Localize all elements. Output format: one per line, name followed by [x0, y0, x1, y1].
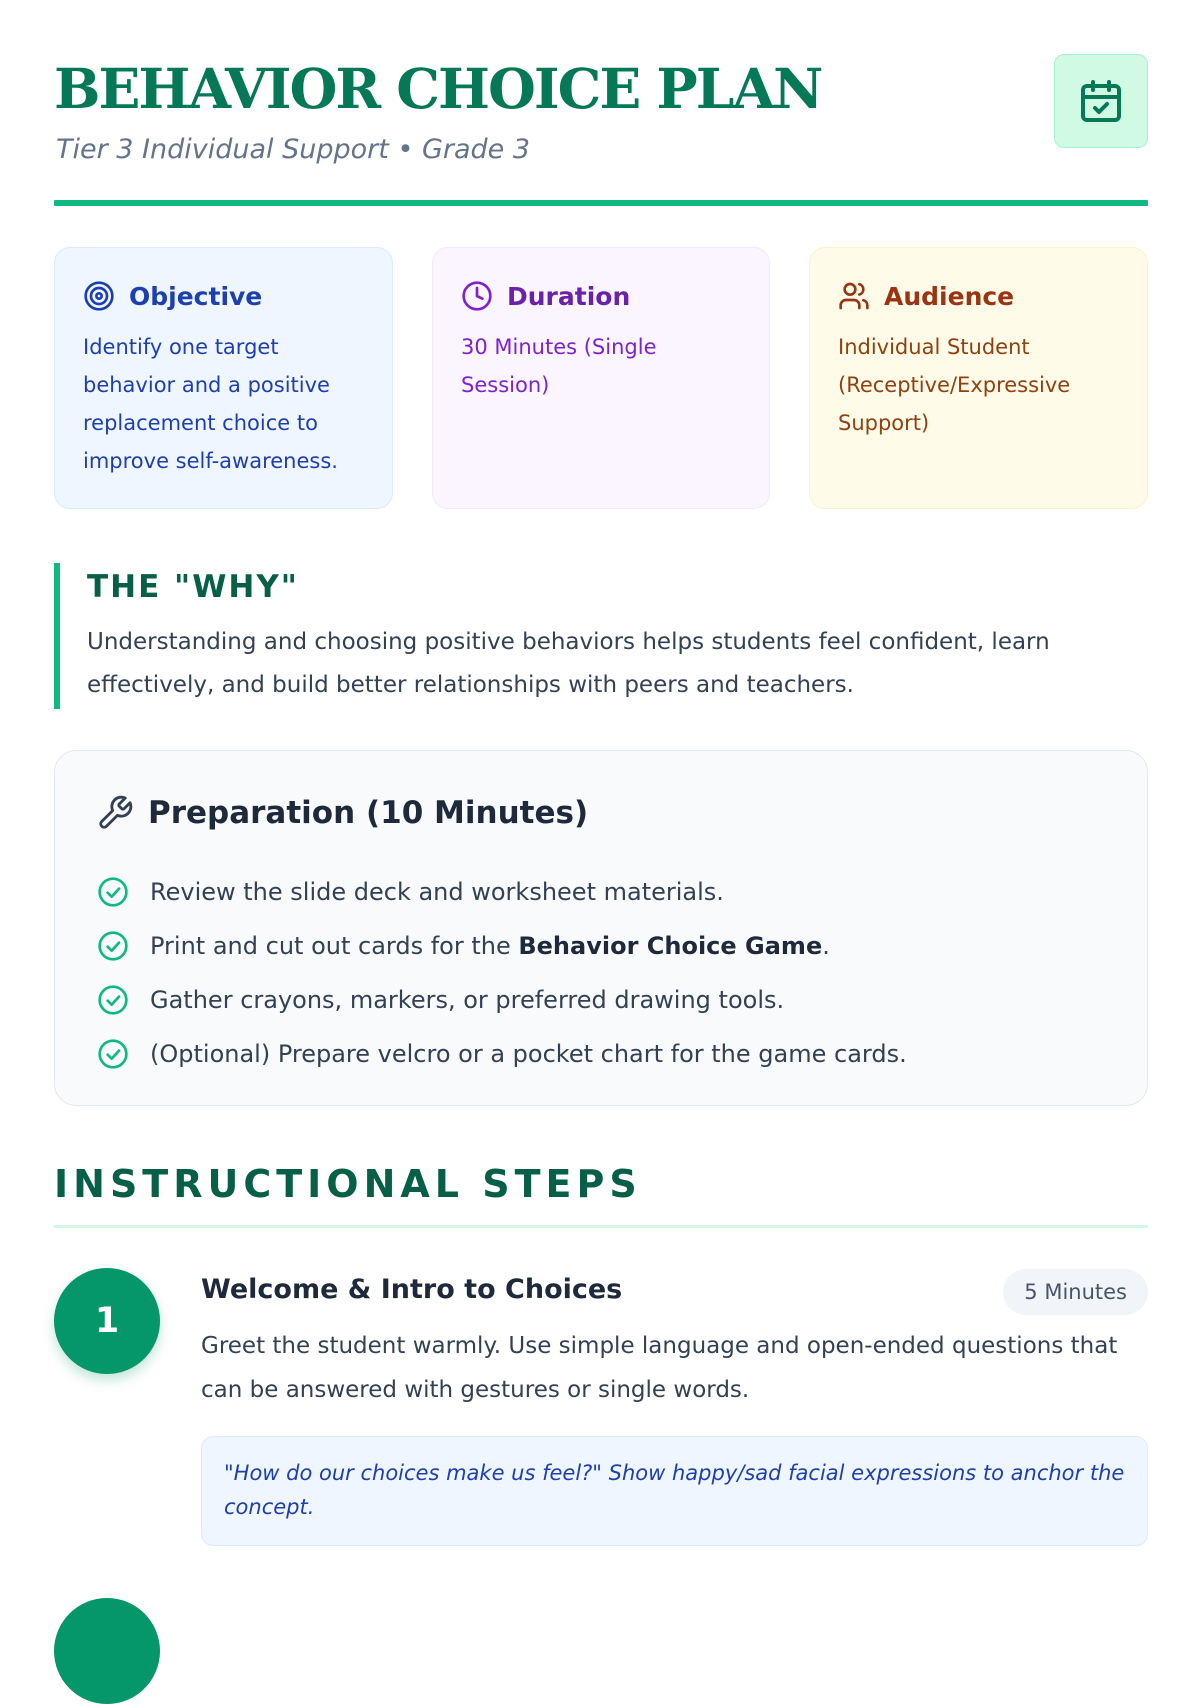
duration-card-title: Duration	[507, 281, 631, 311]
check-circle-icon	[97, 1038, 129, 1070]
preparation-header	[95, 793, 588, 833]
step-title: Welcome & Intro to Choices	[201, 1274, 623, 1305]
target-icon	[83, 280, 115, 312]
audience-card	[809, 247, 1148, 509]
objective-card	[54, 247, 393, 509]
wrench-icon	[95, 793, 135, 833]
duration-card-text: 30 Minutes (Single Session)	[461, 335, 657, 397]
users-icon	[838, 280, 870, 312]
duration-card-header	[461, 276, 743, 316]
checklist-item-text-end: .	[822, 932, 830, 960]
preparation-title: Preparation (10 Minutes)	[148, 795, 589, 831]
objective-card-text: Identify one target behavior and a positive replacement choice to improve self-awareness.	[83, 335, 338, 473]
step-note: "How do our choices make us feel?" Show happy/sad facial expressions to anchor the concept.	[201, 1436, 1148, 1546]
lesson-plan-page	[54, 0, 1148, 1519]
objective-card-title: Objective	[129, 281, 263, 311]
check-circle-icon	[97, 984, 129, 1016]
instructional-steps-title: INSTRUCTIONAL STEPS	[54, 1162, 642, 1206]
step-item	[54, 1268, 1148, 1548]
clock-icon	[461, 280, 493, 312]
preparation-panel	[54, 750, 1148, 1106]
preparation-checklist	[97, 865, 907, 1081]
check-circle-icon	[97, 930, 129, 962]
why-title: THE "WHY"	[87, 569, 299, 605]
checklist-item	[97, 919, 907, 973]
audience-card-text: Individual Student (Receptive/Expressive Support)	[838, 335, 1071, 435]
step-number-badge: 1	[54, 1268, 160, 1374]
why-text: Understanding and choosing positive behaviors helps students feel confident, learn effectively, and build better relationships with peers and teachers.	[87, 629, 1050, 698]
header	[54, 0, 1148, 206]
step-description: Greet the student warmly. Use simple language and open-ended questions that can be answered with gestures or single words.	[201, 1333, 1118, 1403]
checklist-item	[97, 865, 907, 919]
next-step-badge	[54, 1598, 160, 1704]
checklist-item	[97, 973, 907, 1027]
calendar-check-icon	[1054, 54, 1148, 148]
checklist-item-text: Review the slide deck and worksheet materials.	[150, 878, 724, 906]
header-divider	[54, 200, 1148, 206]
why-section	[54, 563, 1148, 709]
checklist-item	[97, 1027, 907, 1081]
checklist-item-text-start: Print and cut out cards for the	[150, 932, 519, 960]
checklist-item-text	[150, 932, 830, 960]
game-name: Behavior Choice Game	[518, 932, 823, 960]
checklist-item-text: (Optional) Prepare velcro or a pocket chart for the game cards.	[150, 1040, 907, 1068]
duration-card	[432, 247, 770, 509]
step-duration-badge: 5 Minutes	[1003, 1269, 1148, 1315]
steps-divider	[54, 1225, 1148, 1228]
audience-card-title: Audience	[884, 281, 1015, 311]
check-circle-icon	[97, 876, 129, 908]
objective-card-header	[83, 276, 366, 316]
audience-card-header	[838, 276, 1121, 316]
checklist-item-text: Gather crayons, markers, or preferred drawing tools.	[150, 986, 785, 1014]
info-cards	[54, 247, 1148, 509]
page-subtitle: Tier 3 Individual Support • Grade 3	[56, 134, 531, 165]
page-title: BEHAVIOR CHOICE PLAN	[54, 56, 822, 121]
